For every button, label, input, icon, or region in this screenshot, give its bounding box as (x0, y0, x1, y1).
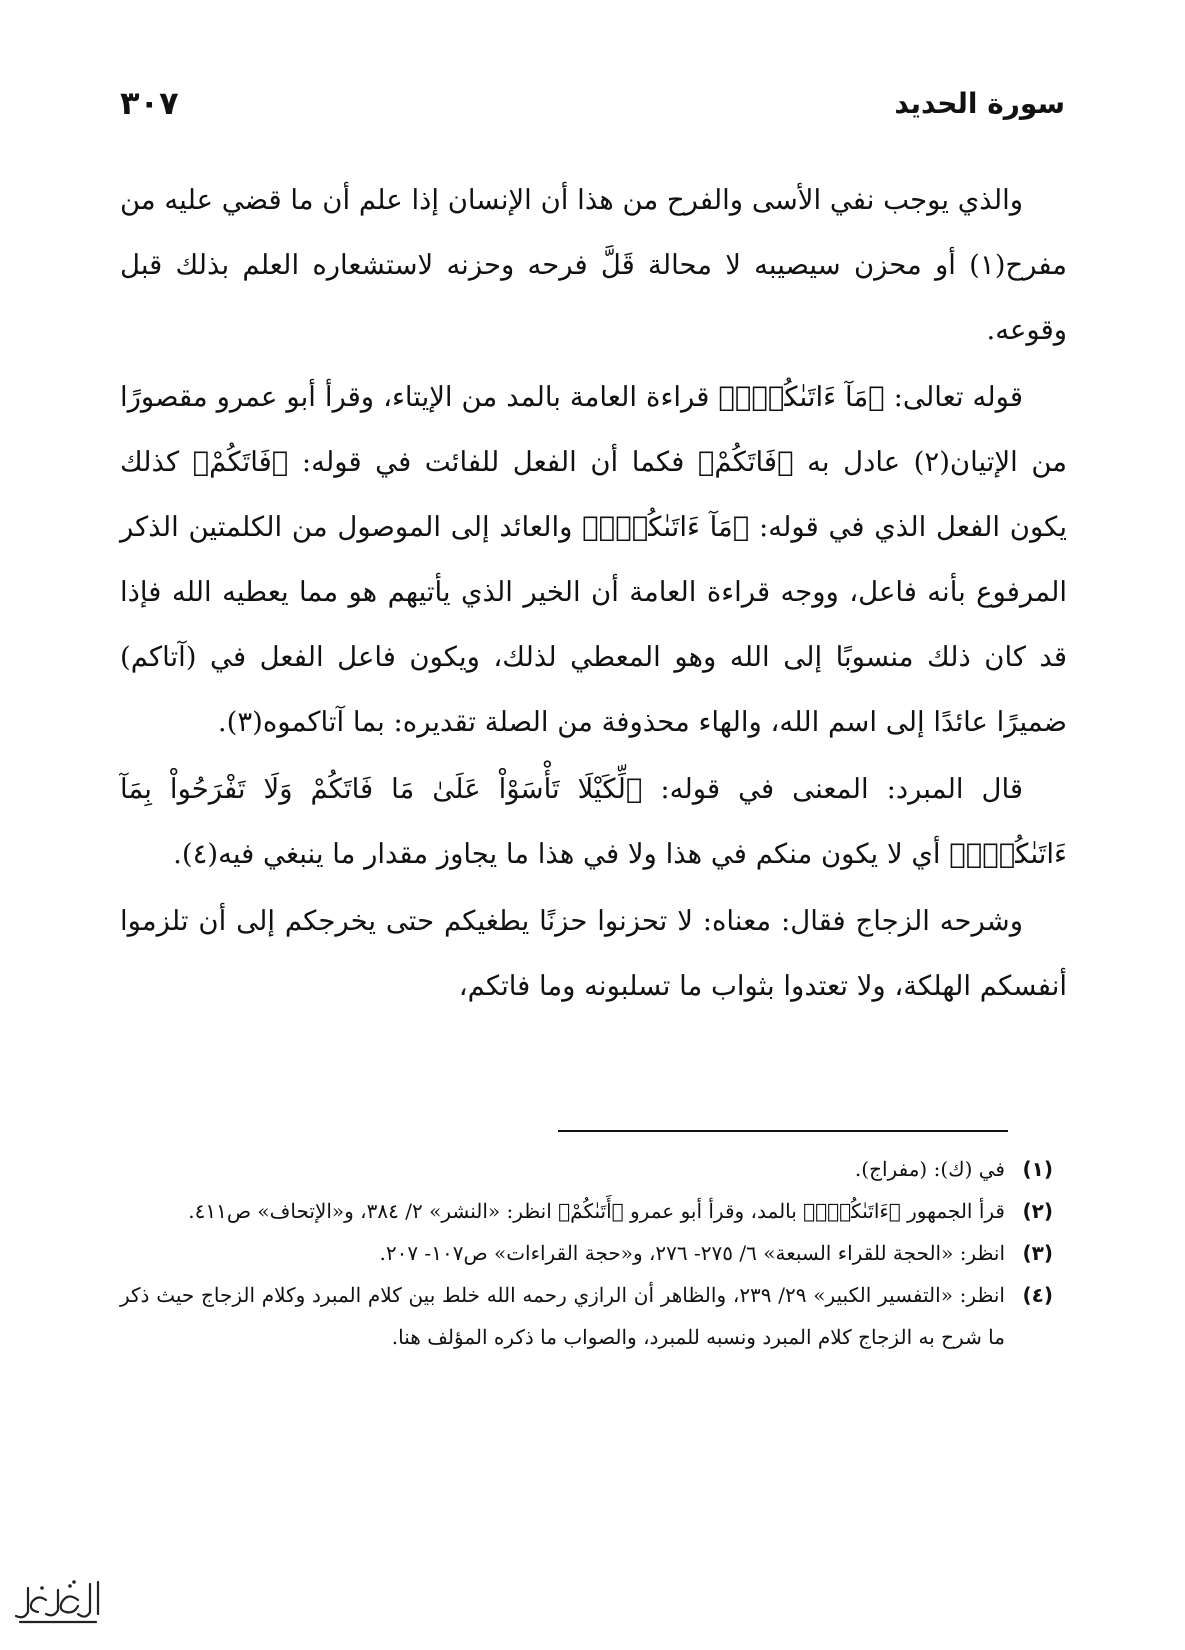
footnote-number: (١) (1022, 1157, 1053, 1181)
paragraph: وشرحه الزجاج فقال: معناه: لا تحزنوا حزنًا يطغيكم حتى يخرجكم إلى أن تلزموا أنفسكم الهلكة، ولا تعتدوا بثواب ما تسلبونه وما فاتكم، (120, 905, 1067, 1002)
paragraph: قال المبرد: المعنى في قوله: ﴿لِّكَيْلَا تَأْسَوْاْ عَلَىٰ مَا فَاتَكُمْ وَلَا تَفْرَحُواْ بِمَآ ءَاتَىٰكُمْۗ﴾ أي لا يكون منكم في هذا ولا في هذا ما يجاوز مقدار ما ينبغي فيه(٤). (120, 773, 1067, 870)
main-text (120, 168, 1067, 1021)
footnote-divider (558, 1130, 1008, 1132)
footnote-item (120, 1190, 1053, 1232)
page-number: ٣٠٧ (120, 84, 179, 122)
page-header (120, 78, 1065, 128)
paragraph: قوله تعالى: ﴿مَآ ءَاتَىٰكُمْۗ﴾ قراءة العامة بالمد من الإيتاء، وقرأ أبو عمرو مقصورًا من الإتيان(٢) عادل به ﴿فَاتَكُمْ﴾ فكما أن الفعل للفائت في قوله: ﴿فَاتَكُمْ﴾ كذلك يكون الفعل الذي في قوله: ﴿مَآ ءَاتَىٰكُمْۗ﴾ والعائد إلى الموصول من الكلمتين الذكر المرفوع بأنه فاعل، ووجه قراءة العامة أن الخير الذي يأتيهم هو مما يعطيه الله فإذا قد كان ذلك منسوبًا إلى الله وهو المعطي لذلك، ويكون فاعل الفعل في (آتاكم) ضميرًا عائدًا إلى اسم الله، والهاء محذوفة من الصلة تقديره: بما آتاكموه(٣). (120, 381, 1067, 738)
footnote-text: انظر: «الحجة للقراء السبعة» ٦/ ٢٧٥- ٢٧٦، و«حجة القراءات» ص١٠٧- ٢٠٧. (379, 1241, 1005, 1265)
footnote-number: (٤) (1022, 1283, 1053, 1307)
footnote-item (120, 1274, 1053, 1358)
footnote-item (120, 1148, 1053, 1190)
footnote-text: قرأ الجمهور ﴿ءَاتَىٰكُمْۗ﴾ بالمد، وقرأ أبو عمرو ﴿أَتَىٰكُمْ﴾ انظر: «النشر» ٢/ ٣٨٤، و«الإتحاف» ص٤١١. (188, 1199, 1005, 1223)
footnote-text: في (ك): (مفراج). (854, 1157, 1005, 1181)
footnote-number: (٢) (1022, 1199, 1053, 1223)
footnote-text: انظر: «التفسير الكبير» ٢٩/ ٢٣٩، والظاهر أن الرازي رحمه الله خلط بين كلام المبرد وكلام الزجاج حيث ذكر ما شرح به الزجاج كلام المبرد ونسبه للمبرد، والصواب ما ذكره المؤلف هنا. (120, 1283, 1005, 1349)
calligraphy-logo (8, 1570, 108, 1630)
running-title: سورة الحديد (894, 86, 1065, 120)
footnotes (120, 1148, 1053, 1358)
paragraph: والذي يوجب نفي الأسى والفرح من هذا أن الإنسان إذا علم أن ما قضي عليه من مفرح(١) أو محزن سيصيبه لا محالة قَلَّ فرحه وحزنه لاستشعاره العلم بذلك قبل وقوعه. (120, 184, 1067, 346)
footnote-number: (٣) (1022, 1241, 1053, 1265)
footnote-item (120, 1232, 1053, 1274)
